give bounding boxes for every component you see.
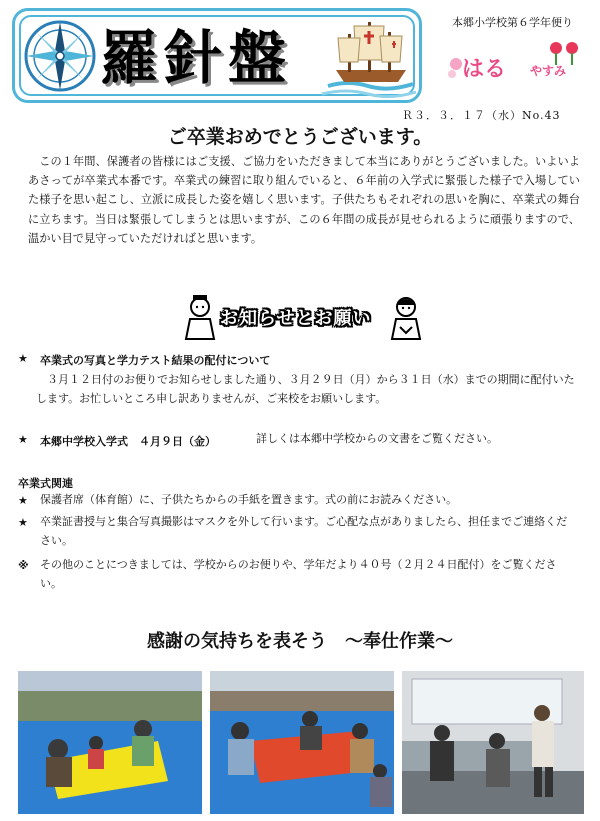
- newsletter-title: 羅針盤: [100, 24, 293, 92]
- star-bullet-icon: ★: [18, 352, 28, 365]
- ceremony-section-title: 卒業式関連: [18, 477, 73, 490]
- greeting-heading: ご卒業おめでとうございます。: [167, 126, 433, 148]
- star-bullet-icon: ★: [18, 516, 28, 529]
- notice-item1-body: ３月１２日付のお便りでお知らせしました通り、３月２９日（月）から３１日（水）までの期間に配付いたします。お忙しいところ申し訳ありませんが、ご来校をお願いします。: [36, 373, 575, 405]
- notice-heading: お知らせとお願い: [220, 308, 372, 329]
- star-bullet-icon: ★: [18, 433, 28, 446]
- ceremony-list-item: その他のことにつきましては、学校からのお便りや、学年だより４０号（２月２４日配付）をご覧ください。: [40, 558, 557, 590]
- compass-icon: [22, 18, 98, 94]
- notice-item1-title: 卒業式の写真と学力テスト結果の配付について: [40, 354, 271, 367]
- ceremony-list-item: 卒業証書授与と集合写真撮影はマスクを外して行います。ご心配な点がありましたら、担任までご連絡ください。: [40, 515, 568, 547]
- spring-logo-text: はる: [462, 57, 507, 82]
- photo-cleaning-sinks: [402, 671, 584, 814]
- spring-logo-subtext: やすみ: [530, 64, 567, 78]
- ceremony-list-item: 保護者席（体育館）に、子供たちからの手紙を置きます。式の前にお読みください。: [40, 493, 458, 506]
- note-bullet-icon: ※: [18, 559, 29, 572]
- greeting-body: この１年間、保護者の皆様にはご支援、ご協力をいただきまして本当にありがとうございました。いよいよあさってが卒業式本番です。卒業式の練習に取り組んでいると、６年前の入学式に緊張した様子で入場していた様子を思い起こし、立派に成長した姿を嬉しく思います。子供たちもそれぞれの思いを胸に、卒業式の舞台に立ちます。当日は緊張してしまうとは思いますが、この６年間の成長が見せられるように頑張りますので、温かい目で見守っていただければと思います。: [28, 155, 580, 245]
- photo-painting-red: [210, 671, 394, 814]
- notice-item2-title: 本郷中学校入学式 ４月９日（金）: [40, 435, 216, 448]
- photo-painting-yellow: [18, 671, 202, 814]
- school-name: 本郷小学校第６学年便り: [452, 16, 573, 29]
- sailing-ship-icon: [318, 14, 418, 102]
- star-bullet-icon: ★: [18, 494, 28, 507]
- notice-item2-body: 詳しくは本郷中学校からの文書をご覧ください。: [256, 432, 498, 445]
- service-heading: 感謝の気持ちを表そう ～奉仕作業～: [147, 631, 453, 652]
- issue-date-number: Ｒ３．３．１７（水）No.43: [402, 109, 561, 122]
